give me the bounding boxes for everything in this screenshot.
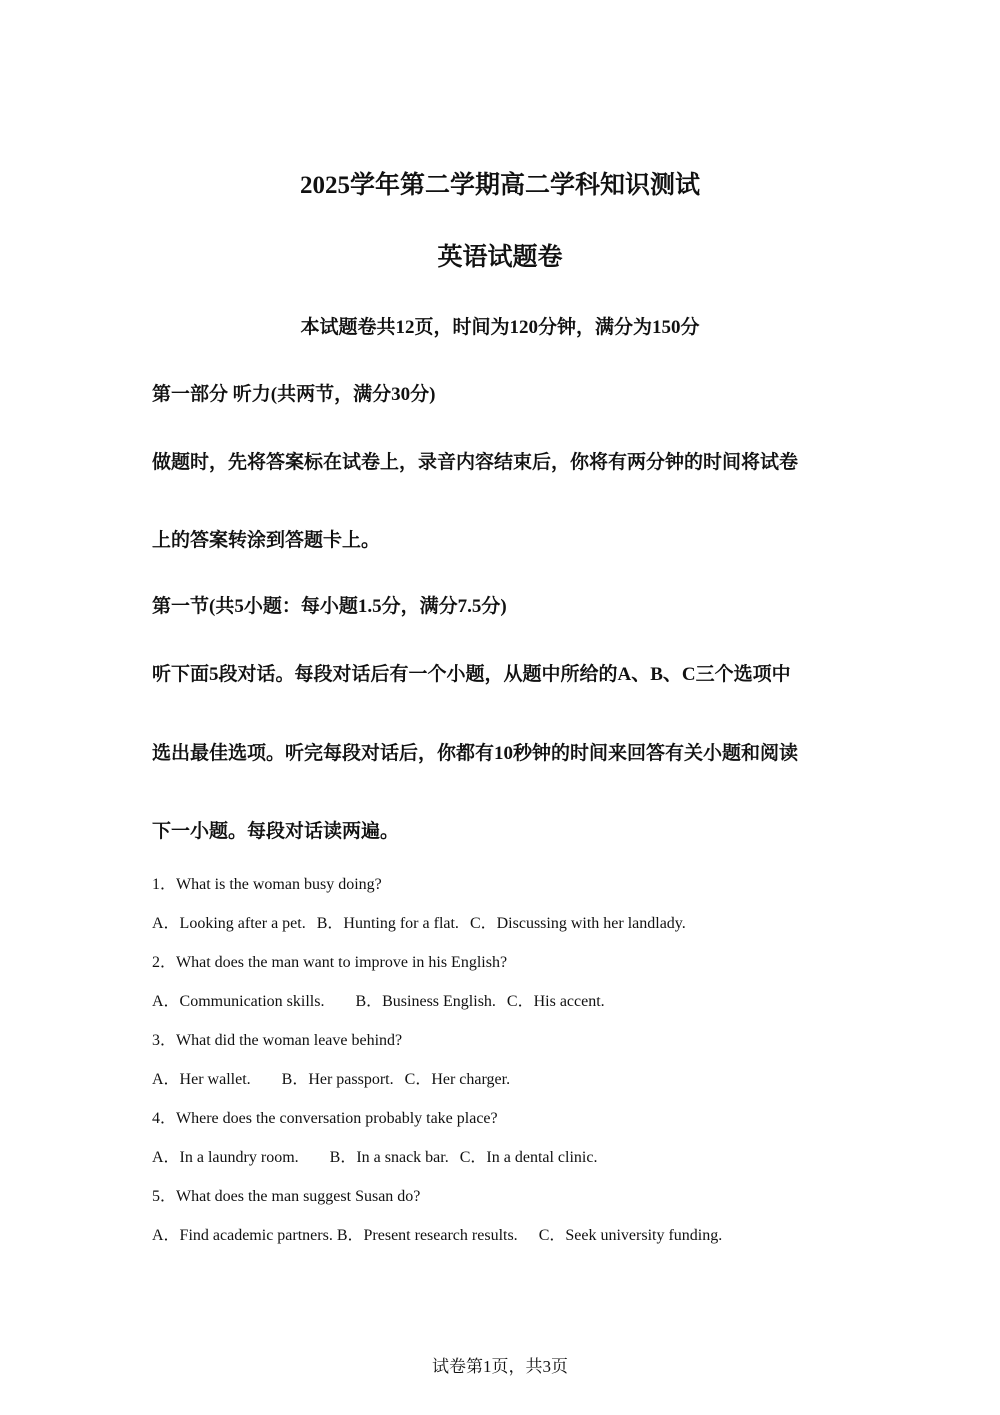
option-b: B．Business English.	[355, 993, 496, 1010]
option-a: A．Looking after a pet.	[152, 915, 306, 932]
option-a: A．In a laundry room.	[152, 1149, 299, 1166]
section1-heading: 第一节(共5小题：每小题1.5分，满分7.5分)	[152, 596, 507, 617]
part1-instruction-line2: 上的答案转涂到答题卡上。	[152, 530, 381, 551]
option-b: B．Her passport.	[281, 1071, 394, 1088]
part1-heading: 第一部分 听力(共两节，满分30分)	[152, 384, 436, 405]
option-b: B．Present research results.	[336, 1227, 518, 1244]
question-options	[152, 991, 605, 1013]
option-a: A．Communication skills.	[152, 993, 325, 1010]
part1-instruction-line1: 做题时，先将答案标在试卷上，录音内容结束后，你将有两分钟的时间将试卷	[152, 452, 799, 473]
question-options	[152, 1069, 510, 1091]
option-c: C．Her charger.	[404, 1071, 511, 1088]
option-c: C．Seek university funding.	[538, 1227, 723, 1244]
option-c: C．His accent.	[506, 993, 605, 1010]
question-options	[152, 1225, 722, 1247]
question-stem: 1．What is the woman busy doing?	[152, 876, 382, 893]
section1-instruction-line3: 下一小题。每段对话读两遍。	[152, 821, 400, 842]
question-stem: 5．What does the man suggest Susan do?	[152, 1188, 421, 1205]
question-options	[152, 1147, 597, 1169]
question-stem: 3．What did the woman leave behind?	[152, 1032, 403, 1049]
option-c: C．In a dental clinic.	[459, 1149, 598, 1166]
question-stem: 2．What does the man want to improve in his English?	[152, 954, 508, 971]
exam-subtitle: 英语试题卷	[437, 244, 563, 271]
option-b: B．In a snack bar.	[329, 1149, 449, 1166]
section1-instruction-line1: 听下面5段对话。每段对话后有一个小题，从题中所给的A、B、C三个选项中	[152, 664, 791, 685]
exam-info: 本试题卷共12页，时间为120分钟，满分为150分	[300, 317, 700, 338]
option-c: C．Discussing with her landlady.	[469, 915, 686, 932]
question-options	[152, 913, 686, 935]
question-stem: 4．Where does the conversation probably take place?	[152, 1110, 498, 1127]
option-a: A．Find academic partners.	[152, 1227, 333, 1244]
page-footer: 试卷第1页，共3页	[432, 1357, 568, 1376]
section1-instruction-line2: 选出最佳选项。听完每段对话后，你都有10秒钟的时间来回答有关小题和阅读	[152, 743, 799, 764]
option-a: A．Her wallet.	[152, 1071, 251, 1088]
exam-title: 2025学年第二学期高二学科知识测试	[299, 172, 700, 199]
option-b: B．Hunting for a flat.	[316, 915, 459, 932]
